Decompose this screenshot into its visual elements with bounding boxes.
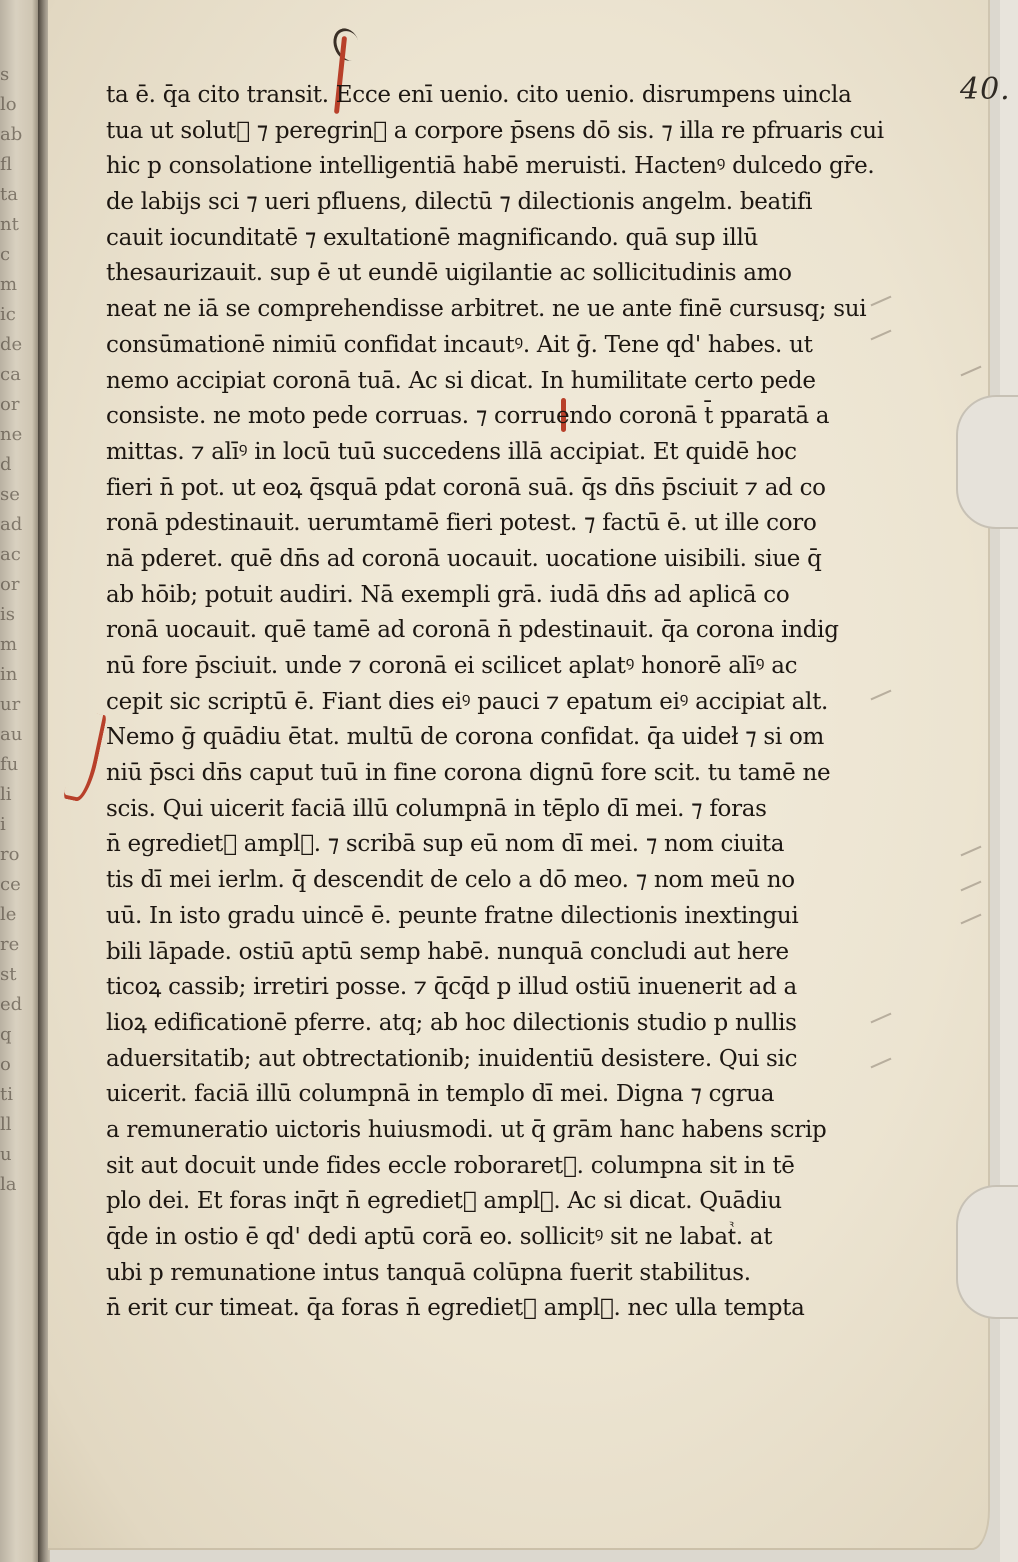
previous-page-fragment: ne <box>0 424 23 445</box>
text-line: n̄ erit cur timeat. q̄a foras n̄ egredietᷣ amplꝰ. nec ulla tempta <box>106 1295 805 1322</box>
text-line: ta ē. q̄a cito transit. Ecce enī uenio. cito uenio. disrumpens uincla <box>106 82 852 108</box>
text-line: niū p̄sci dn̄s caput tuū in fine corona dignū fore scit. tu tamē ne <box>106 760 831 787</box>
text-line: plo dei. Et foras inq̄t n̄ egredietᷣ amplꝰ. Ac si dicat. Quādiu <box>106 1188 782 1215</box>
text-line: tua ut solut᷒ ⁊ peregrinꝰ a corpore p̄sens dō sis. ⁊ illa re pfruaris cui <box>106 117 884 144</box>
text-line: ronā pdestinauit. uerumtamē fieri potest. ⁊ factū ē. ut ille coro <box>106 510 817 537</box>
previous-page-fragment: is <box>0 604 15 625</box>
text-line: aduersitatib; aut obtrectationib; inuidentiū desistere. Qui sic <box>106 1045 798 1072</box>
previous-page-fragment: ac <box>0 544 21 565</box>
text-line: cauit iocunditatē ⁊ exultationē magnificando. quā sup illū <box>106 224 759 251</box>
text-line: q̄de in ostio ē qd' dedi aptū corā eo. sollicitꝰ sit ne labatᷣ. at <box>106 1224 773 1250</box>
previous-page-fragment: s <box>0 64 10 85</box>
folio-leaf <box>48 0 1011 1550</box>
previous-page-fragment: ed <box>0 994 23 1015</box>
previous-page-fragment: la <box>0 1174 17 1195</box>
text-line: ab hōib; potuit audiri. Nā exempli grā. iudā dn̄s ad aplicā co <box>106 581 790 608</box>
previous-page-fragment: d <box>0 454 12 475</box>
text-line: cepit sic scriptū ē. Fiant dies eiꝰ pauci ⁊ epatum eiꝰ accipiat alt. <box>106 688 829 715</box>
text-line: a remuneratio uictoris huiusmodi. ut q̄ grām hanc habens scrip <box>106 1116 827 1143</box>
mounting-tab <box>956 1185 1018 1319</box>
previous-page-fragment: ta <box>0 184 18 205</box>
text-line: lioꝝ edificationē pferre. atq; ab hoc dilectionis studio p nullis <box>106 1009 797 1036</box>
text-line: n̄ egredietᷣ amplꝰ. ⁊ scribā sup eū nom dī mei. ⁊ nom ciuita <box>106 831 785 858</box>
previous-page-fragment: fu <box>0 754 19 775</box>
previous-page-fragment: ad <box>0 514 23 535</box>
text-line: thesaurizauit. sup ē ut eundē uigilantie ac sollicitudinis amo <box>106 260 792 287</box>
text-line: mittas. ⁊ alīꝰ in locū tuū succedens illā accipiat. Et quidē hoc <box>106 438 797 465</box>
previous-page-fragment: or <box>0 574 20 595</box>
text-line: fieri n̄ pot. ut eoꝝ q̄squā pdat coronā suā. q̄s dn̄s p̄sciuit ⁊ ad co <box>106 474 826 501</box>
previous-page-fragment: se <box>0 484 20 505</box>
previous-page-fragment: o <box>0 1054 11 1075</box>
text-line: ronā uocauit. quē tamē ad coronā n̄ pdestinauit. q̄a corona indig <box>106 617 839 644</box>
text-line: uicerit. faciā illū columpnā in templo dī mei. Digna ⁊ cgrua <box>106 1081 775 1108</box>
previous-page-fragment: i <box>0 814 6 835</box>
previous-page-fragment: li <box>0 784 12 805</box>
text-line: de labijs sci ⁊ ueri pfluens, dilectū ⁊ dilectionis angelm. beatifi <box>106 189 813 216</box>
previous-page-fragment: m <box>0 634 18 655</box>
text-line: tis dī mei ierlm. q̄ descendit de celo a dō meo. ⁊ nom meū no <box>106 867 795 894</box>
previous-page-fragment: st <box>0 964 17 985</box>
text-line: sit aut docuit unde fides eccle roboraretᷣ. columpna sit in tē <box>106 1152 795 1179</box>
previous-page-edge <box>0 0 40 1562</box>
ascender-flourish <box>329 25 364 65</box>
text-line: nū fore p̄sciuit. unde ⁊ coronā ei scilicet aplatꝰ honorē alīꝰ ac <box>106 653 798 679</box>
text-line: hic p consolatione intelligentiā habē meruisti. Hactenꝰ dulcedo gr̄e. <box>106 153 875 180</box>
previous-page-fragment: le <box>0 904 17 925</box>
previous-page-fragment: ce <box>0 874 21 895</box>
previous-page-fragment: fl <box>0 154 13 175</box>
previous-page-fragment: ca <box>0 364 21 385</box>
previous-page-fragment: or <box>0 394 20 415</box>
previous-page-fragment: m <box>0 274 18 295</box>
previous-page-fragment: ab <box>0 124 23 145</box>
text-line: neat ne iā se comprehendisse arbitret. ne ue ante finē cursusq; sui <box>106 296 867 323</box>
previous-page-fragment: ic <box>0 304 16 325</box>
text-line: nemo accipiat coronā tuā. Ac si dicat. In humilitate certo pede <box>106 367 816 394</box>
folio-number: 40. <box>960 72 1011 107</box>
previous-page-fragment: ur <box>0 694 21 715</box>
text-line: ubi p remunatione intus tanquā colūpna fuerit stabilitus. <box>106 1259 751 1286</box>
previous-page-fragment: nt <box>0 214 19 235</box>
text-line: nā pderet. quē dn̄s ad coronā uocauit. uocatione uisibili. siue q̄ <box>106 545 822 572</box>
text-line: consiste. ne moto pede corruas. ⁊ corruendo coronā t̄ pparatā a <box>106 403 830 430</box>
text-line: ticoꝝ cassib; irretiri posse. ⁊ q̄cq̄d p illud ostiū inuenerit ad a <box>106 974 797 1001</box>
previous-page-fragment: c <box>0 244 11 265</box>
previous-page-fragment: ll <box>0 1114 12 1135</box>
previous-page-fragment: re <box>0 934 20 955</box>
text-line: consūmationē nimiū confidat incautꝰ. Ait ḡ. Tene qd' habes. ut <box>106 331 813 358</box>
mounting-tab <box>956 395 1018 529</box>
previous-page-fragment: u <box>0 1144 12 1165</box>
text-line: bili lāpade. ostiū aptū semp habē. nunquā concludi aut here <box>106 938 789 965</box>
rubricated-initial-s <box>63 710 107 803</box>
previous-page-fragments <box>0 60 38 1200</box>
previous-page-fragment: au <box>0 724 23 745</box>
text-line: uū. In isto gradu uincē ē. peunte fratne dilectionis inextingui <box>106 902 799 929</box>
previous-page-fragment: q <box>0 1024 12 1045</box>
previous-page-fragment: in <box>0 664 18 685</box>
text-line: Nemo ḡ quādiu ētat. multū de corona confidat. q̄a uideł ⁊ si om <box>106 724 825 751</box>
previous-page-fragment: ro <box>0 844 20 865</box>
text-column <box>106 78 986 1327</box>
text-line: scis. Qui uicerit faciā illū columpnā in tēplo dī mei. ⁊ foras <box>106 795 767 822</box>
previous-page-fragment: lo <box>0 94 17 115</box>
previous-page-fragment: de <box>0 334 23 355</box>
previous-page-fragment: ti <box>0 1084 13 1105</box>
